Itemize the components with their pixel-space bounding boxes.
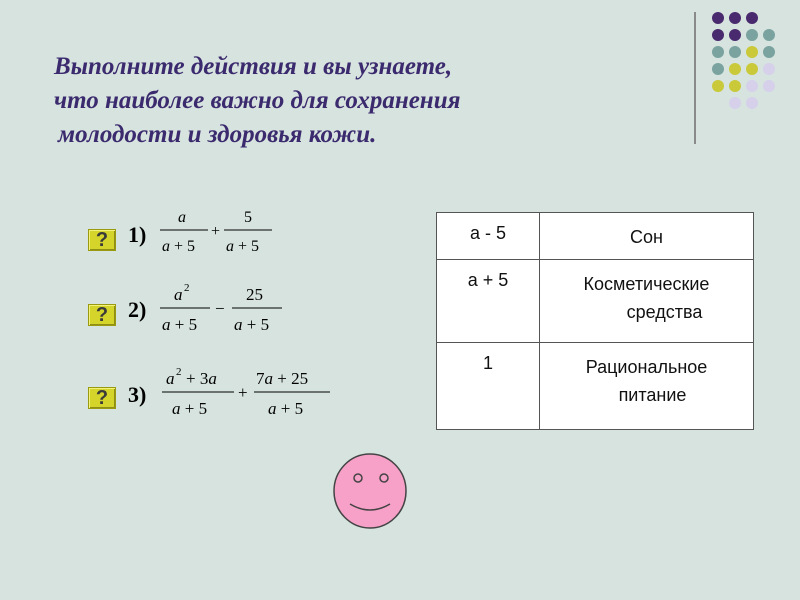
answer-cell: 1: [437, 343, 540, 430]
svg-text:a + 5: a + 5: [234, 315, 270, 334]
svg-text:a + 5: a + 5: [162, 238, 196, 255]
decor-dot: [712, 80, 724, 92]
svg-text:a + 5: a + 5: [268, 399, 304, 418]
answer-table: [436, 212, 754, 430]
decor-dot: [763, 63, 775, 75]
decor-dot: [746, 12, 758, 24]
exercise-expression-1: [158, 204, 278, 264]
svg-text:a + 5: a + 5: [226, 238, 260, 255]
decor-dot: [729, 46, 741, 58]
svg-text:7a + 25: 7a + 25: [256, 369, 309, 388]
decor-dot: [712, 46, 724, 58]
title-line-1: Выполните действия и вы узнаете,: [54, 53, 453, 80]
slide-title: [54, 50, 614, 152]
decor-dot: [729, 12, 741, 24]
word-line: средства: [626, 302, 703, 322]
decor-dot: [729, 63, 741, 75]
decor-dot: [746, 29, 758, 41]
word-line: Косметические: [583, 274, 710, 294]
question-button-1[interactable]: ?: [88, 229, 116, 251]
decor-dot: [729, 80, 741, 92]
decor-vertical-line: [694, 12, 696, 144]
question-button-3[interactable]: ?: [88, 387, 116, 409]
decor-dot: [763, 80, 775, 92]
exercise-number-1: 1): [128, 222, 147, 247]
answer-cell: a + 5: [437, 260, 540, 343]
svg-text:+: +: [211, 223, 221, 240]
svg-text:a + 5: a + 5: [172, 399, 208, 418]
decor-dot: [729, 97, 741, 109]
svg-text:2: 2: [176, 366, 182, 378]
table-row: [437, 343, 754, 430]
word-cell: [540, 343, 754, 430]
svg-text:+ 3a: + 3a: [186, 369, 217, 388]
decor-dot: [763, 29, 775, 41]
table-row: [437, 213, 754, 260]
svg-text:a + 5: a + 5: [162, 315, 198, 334]
word-line: питание: [618, 385, 687, 405]
svg-text:25: 25: [246, 285, 263, 304]
word-line: Сон: [630, 227, 663, 247]
word-cell: [540, 260, 754, 343]
exercise-expression-3: [160, 362, 335, 426]
title-line-2: что наиболее важно для сохранения: [54, 87, 461, 114]
decor-dot: [712, 29, 724, 41]
svg-text:a: a: [178, 209, 186, 226]
decor-dot: [746, 80, 758, 92]
word-cell: [540, 213, 754, 260]
exercise-number-2: 2): [128, 297, 147, 322]
decor-dot: [746, 63, 758, 75]
svg-text:a: a: [166, 369, 175, 388]
svg-text:5: 5: [244, 209, 252, 226]
svg-text:−: −: [215, 299, 225, 318]
decor-dot: [712, 12, 724, 24]
decor-dot: [729, 29, 741, 41]
decor-dot: [746, 97, 758, 109]
title-line-3: молодости и здоровья кожи.: [58, 121, 377, 148]
decor-dot: [746, 46, 758, 58]
exercise-expression-2: [158, 280, 288, 342]
exercise-number-3: 3): [128, 382, 147, 407]
svg-text:2: 2: [184, 282, 190, 294]
smiley-face-icon: [332, 452, 408, 530]
decor-dot: [712, 63, 724, 75]
decor-dot: [763, 46, 775, 58]
svg-text:+: +: [238, 383, 248, 402]
answer-cell: a - 5: [437, 213, 540, 260]
svg-text:a: a: [174, 285, 183, 304]
question-button-2[interactable]: ?: [88, 304, 116, 326]
table-row: [437, 260, 754, 343]
word-line: Рациональное: [585, 357, 708, 377]
